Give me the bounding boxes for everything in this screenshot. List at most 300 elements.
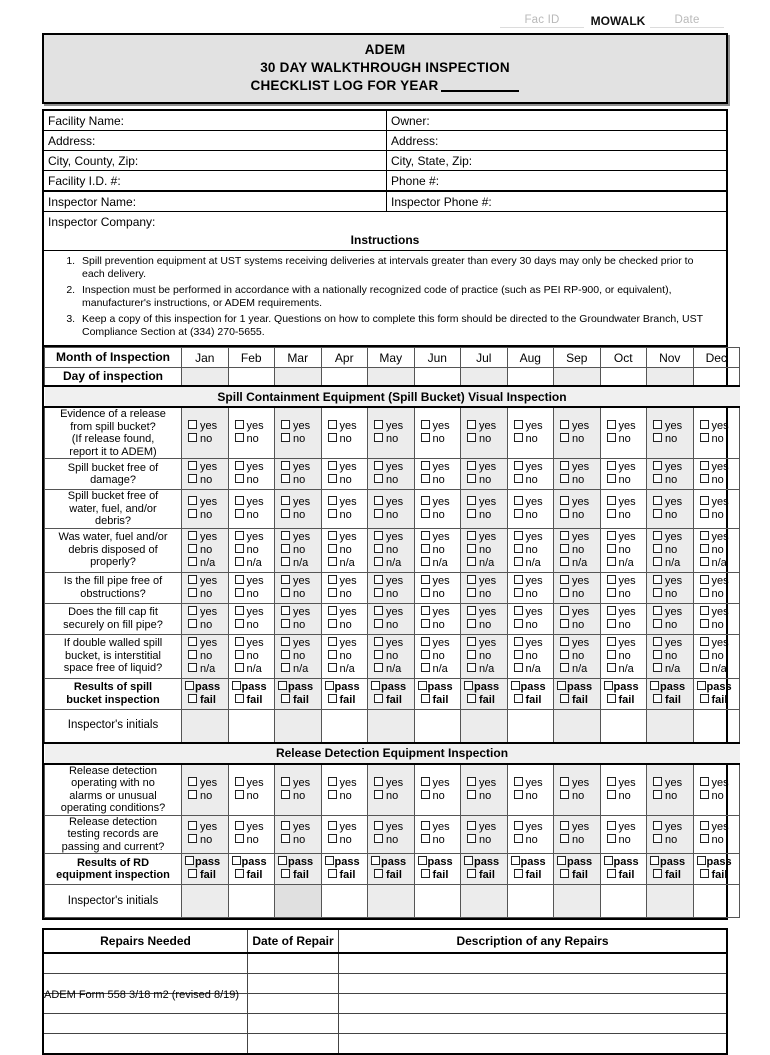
checkbox-option-fail[interactable]: fail xyxy=(694,869,740,882)
checkbox-option-yes[interactable]: yes xyxy=(322,461,368,474)
checkbox-option-no[interactable]: no xyxy=(182,619,228,632)
checkbox-icon[interactable] xyxy=(188,663,197,672)
checkbox-option-pass[interactable]: pass xyxy=(322,856,368,869)
checkbox-option-yes[interactable]: yes xyxy=(601,461,647,474)
checkbox-option-no[interactable]: no xyxy=(182,790,228,803)
answer-cell-apr[interactable] xyxy=(321,572,368,603)
checkbox-icon[interactable] xyxy=(235,461,244,470)
checkbox-icon[interactable] xyxy=(328,606,337,615)
checkbox-icon[interactable] xyxy=(514,420,523,429)
checkbox-option-yes[interactable]: yes xyxy=(461,777,507,790)
checkbox-icon[interactable] xyxy=(235,557,244,566)
answer-cell-mar[interactable] xyxy=(275,528,322,572)
checkbox-icon[interactable] xyxy=(607,461,616,470)
checkbox-icon[interactable] xyxy=(374,637,383,646)
checkbox-option-no[interactable]: no xyxy=(508,650,554,663)
checkbox-icon[interactable] xyxy=(560,619,569,628)
checkbox-icon[interactable] xyxy=(235,474,244,483)
checkbox-icon[interactable] xyxy=(421,663,430,672)
checkbox-option-no[interactable]: no xyxy=(647,834,693,847)
checkbox-option-no[interactable]: no xyxy=(554,474,600,487)
checkbox-icon[interactable] xyxy=(560,650,569,659)
answer-cell-jun[interactable] xyxy=(414,528,461,572)
checkbox-option-na[interactable]: n/a xyxy=(461,557,507,570)
checkbox-icon[interactable] xyxy=(281,834,290,843)
checkbox-option-pass[interactable]: pass xyxy=(182,856,228,869)
checkbox-icon[interactable] xyxy=(467,461,476,470)
checkbox-option-na[interactable]: n/a xyxy=(415,557,461,570)
checkbox-option-yes[interactable]: yes xyxy=(415,461,461,474)
checkbox-option-yes[interactable]: yes xyxy=(182,531,228,544)
checkbox-icon[interactable] xyxy=(281,531,290,540)
checkbox-option-na[interactable]: n/a xyxy=(182,663,228,676)
checkbox-icon[interactable] xyxy=(328,619,337,628)
answer-cell-feb[interactable] xyxy=(228,490,275,529)
checkbox-option-no[interactable]: no xyxy=(508,474,554,487)
checkbox-option-no[interactable]: no xyxy=(322,619,368,632)
checkbox-option-pass[interactable]: pass xyxy=(275,856,321,869)
checkbox-option-yes[interactable]: yes xyxy=(647,821,693,834)
checkbox-option-fail[interactable]: fail xyxy=(461,694,507,707)
inspector-company-field[interactable]: Inspector Company: xyxy=(44,212,726,232)
answer-cell-dec[interactable] xyxy=(693,634,740,678)
checkbox-icon[interactable] xyxy=(374,790,383,799)
answer-cell-oct[interactable] xyxy=(600,572,647,603)
answer-cell-feb[interactable] xyxy=(228,764,275,816)
answer-cell-mar[interactable] xyxy=(275,572,322,603)
checkbox-icon[interactable] xyxy=(700,650,709,659)
checkbox-icon[interactable] xyxy=(467,544,476,553)
checkbox-option-yes[interactable]: yes xyxy=(368,637,414,650)
day-input-sep[interactable] xyxy=(554,368,601,387)
checkbox-option-yes[interactable]: yes xyxy=(461,461,507,474)
answer-cell-mar[interactable] xyxy=(275,678,322,709)
checkbox-icon[interactable] xyxy=(511,856,520,865)
checkbox-icon[interactable] xyxy=(514,637,523,646)
answer-cell-jul[interactable] xyxy=(461,764,508,816)
checkbox-option-no[interactable]: no xyxy=(601,619,647,632)
checkbox-icon[interactable] xyxy=(700,606,709,615)
initials-input-jun[interactable] xyxy=(414,709,461,743)
initials-input-jul[interactable] xyxy=(461,885,508,918)
checkbox-icon[interactable] xyxy=(514,557,523,566)
checkbox-option-fail[interactable]: fail xyxy=(508,694,554,707)
checkbox-icon[interactable] xyxy=(328,509,337,518)
answer-cell-jun[interactable] xyxy=(414,490,461,529)
checkbox-icon[interactable] xyxy=(188,694,197,703)
checkbox-icon[interactable] xyxy=(560,606,569,615)
initials-input-apr[interactable] xyxy=(321,709,368,743)
checkbox-option-yes[interactable]: yes xyxy=(554,777,600,790)
checkbox-icon[interactable] xyxy=(560,557,569,566)
facility-field-right[interactable]: City, State, Zip: xyxy=(387,151,727,171)
answer-cell-jun[interactable] xyxy=(414,603,461,634)
checkbox-option-no[interactable]: no xyxy=(415,790,461,803)
day-input-apr[interactable] xyxy=(321,368,368,387)
repairs-entry-cell[interactable] xyxy=(44,953,248,974)
checkbox-option-no[interactable]: no xyxy=(368,544,414,557)
checkbox-icon[interactable] xyxy=(421,588,430,597)
answer-cell-aug[interactable] xyxy=(507,407,554,459)
answer-cell-sep[interactable] xyxy=(554,459,601,490)
checkbox-icon[interactable] xyxy=(467,509,476,518)
checkbox-icon[interactable] xyxy=(467,663,476,672)
checkbox-icon[interactable] xyxy=(560,694,569,703)
answer-cell-aug[interactable] xyxy=(507,572,554,603)
checkbox-option-yes[interactable]: yes xyxy=(601,575,647,588)
checkbox-option-no[interactable]: no xyxy=(322,509,368,522)
checkbox-icon[interactable] xyxy=(281,869,290,878)
checkbox-option-na[interactable]: n/a xyxy=(461,663,507,676)
checkbox-icon[interactable] xyxy=(235,544,244,553)
checkbox-icon[interactable] xyxy=(278,681,287,690)
checkbox-option-no[interactable]: no xyxy=(554,544,600,557)
checkbox-icon[interactable] xyxy=(604,856,613,865)
checkbox-option-no[interactable]: no xyxy=(368,474,414,487)
checkbox-icon[interactable] xyxy=(328,663,337,672)
checkbox-icon[interactable] xyxy=(328,777,337,786)
checkbox-option-na[interactable]: n/a xyxy=(322,557,368,570)
checkbox-icon[interactable] xyxy=(188,474,197,483)
checkbox-icon[interactable] xyxy=(514,509,523,518)
checkbox-icon[interactable] xyxy=(467,433,476,442)
checkbox-option-no[interactable]: no xyxy=(229,650,275,663)
checkbox-option-yes[interactable]: yes xyxy=(647,531,693,544)
checkbox-icon[interactable] xyxy=(653,433,662,442)
answer-cell-jun[interactable] xyxy=(414,815,461,854)
checkbox-icon[interactable] xyxy=(421,834,430,843)
checkbox-icon[interactable] xyxy=(607,650,616,659)
checkbox-icon[interactable] xyxy=(653,663,662,672)
checkbox-option-yes[interactable]: yes xyxy=(322,575,368,588)
checkbox-option-yes[interactable]: yes xyxy=(229,531,275,544)
checkbox-option-no[interactable]: no xyxy=(182,650,228,663)
checkbox-option-no[interactable]: no xyxy=(415,544,461,557)
checkbox-option-no[interactable]: no xyxy=(415,509,461,522)
checkbox-option-yes[interactable]: yes xyxy=(647,606,693,619)
facility-field-right[interactable]: Inspector Phone #: xyxy=(387,191,727,212)
checkbox-option-yes[interactable]: yes xyxy=(461,637,507,650)
checkbox-icon[interactable] xyxy=(371,681,380,690)
checkbox-icon[interactable] xyxy=(235,575,244,584)
checkbox-icon[interactable] xyxy=(188,575,197,584)
initials-input-oct[interactable] xyxy=(600,709,647,743)
checkbox-icon[interactable] xyxy=(281,557,290,566)
answer-cell-sep[interactable] xyxy=(554,407,601,459)
initials-input-aug[interactable] xyxy=(507,709,554,743)
checkbox-icon[interactable] xyxy=(374,531,383,540)
checkbox-icon[interactable] xyxy=(188,509,197,518)
checkbox-icon[interactable] xyxy=(188,821,197,830)
answer-cell-aug[interactable] xyxy=(507,459,554,490)
checkbox-icon[interactable] xyxy=(700,777,709,786)
checkbox-icon[interactable] xyxy=(514,821,523,830)
checkbox-option-yes[interactable]: yes xyxy=(694,606,740,619)
checkbox-option-no[interactable]: no xyxy=(322,790,368,803)
checkbox-icon[interactable] xyxy=(232,856,241,865)
checkbox-option-no[interactable]: no xyxy=(601,509,647,522)
checkbox-icon[interactable] xyxy=(467,606,476,615)
checkbox-icon[interactable] xyxy=(328,420,337,429)
checkbox-icon[interactable] xyxy=(697,856,706,865)
answer-cell-jan[interactable] xyxy=(182,764,229,816)
facility-field-left[interactable]: Facility I.D. #: xyxy=(44,171,387,192)
checkbox-icon[interactable] xyxy=(235,606,244,615)
checkbox-option-fail[interactable]: fail xyxy=(601,869,647,882)
checkbox-icon[interactable] xyxy=(374,544,383,553)
checkbox-option-yes[interactable]: yes xyxy=(229,606,275,619)
checkbox-option-yes[interactable]: yes xyxy=(554,531,600,544)
checkbox-option-yes[interactable]: yes xyxy=(182,496,228,509)
checkbox-option-no[interactable]: no xyxy=(368,834,414,847)
initials-input-jul[interactable] xyxy=(461,709,508,743)
initials-input-jan[interactable] xyxy=(182,709,229,743)
checkbox-icon[interactable] xyxy=(467,557,476,566)
initials-input-sep[interactable] xyxy=(554,709,601,743)
checkbox-option-no[interactable]: no xyxy=(415,588,461,601)
checkbox-icon[interactable] xyxy=(560,420,569,429)
checkbox-icon[interactable] xyxy=(421,650,430,659)
checkbox-icon[interactable] xyxy=(607,869,616,878)
checkbox-option-no[interactable]: no xyxy=(368,619,414,632)
checkbox-option-no[interactable]: no xyxy=(322,433,368,446)
checkbox-icon[interactable] xyxy=(653,557,662,566)
checkbox-option-no[interactable]: no xyxy=(601,650,647,663)
checkbox-option-fail[interactable]: fail xyxy=(322,694,368,707)
checkbox-option-yes[interactable]: yes xyxy=(182,420,228,433)
checkbox-icon[interactable] xyxy=(374,619,383,628)
checkbox-option-no[interactable]: no xyxy=(461,433,507,446)
checkbox-icon[interactable] xyxy=(374,663,383,672)
checkbox-icon[interactable] xyxy=(560,821,569,830)
answer-cell-mar[interactable] xyxy=(275,490,322,529)
answer-cell-jan[interactable] xyxy=(182,490,229,529)
answer-cell-aug[interactable] xyxy=(507,854,554,885)
checkbox-option-no[interactable]: no xyxy=(601,474,647,487)
checkbox-option-na[interactable]: n/a xyxy=(275,663,321,676)
answer-cell-aug[interactable] xyxy=(507,490,554,529)
checkbox-option-no[interactable]: no xyxy=(554,588,600,601)
checkbox-option-no[interactable]: no xyxy=(508,588,554,601)
checkbox-icon[interactable] xyxy=(421,531,430,540)
initials-input-nov[interactable] xyxy=(647,885,694,918)
checkbox-icon[interactable] xyxy=(653,544,662,553)
checkbox-icon[interactable] xyxy=(653,531,662,540)
checkbox-icon[interactable] xyxy=(188,606,197,615)
answer-cell-nov[interactable] xyxy=(647,459,694,490)
checkbox-icon[interactable] xyxy=(418,681,427,690)
initials-input-feb[interactable] xyxy=(228,885,275,918)
checkbox-icon[interactable] xyxy=(421,869,430,878)
checkbox-icon[interactable] xyxy=(700,619,709,628)
checkbox-option-yes[interactable]: yes xyxy=(694,777,740,790)
answer-cell-may[interactable] xyxy=(368,459,415,490)
answer-cell-apr[interactable] xyxy=(321,815,368,854)
checkbox-option-yes[interactable]: yes xyxy=(322,821,368,834)
answer-cell-nov[interactable] xyxy=(647,603,694,634)
answer-cell-jul[interactable] xyxy=(461,854,508,885)
checkbox-icon[interactable] xyxy=(328,531,337,540)
checkbox-icon[interactable] xyxy=(281,509,290,518)
checkbox-option-yes[interactable]: yes xyxy=(182,575,228,588)
answer-cell-jan[interactable] xyxy=(182,459,229,490)
checkbox-option-no[interactable]: no xyxy=(229,619,275,632)
answer-cell-oct[interactable] xyxy=(600,490,647,529)
checkbox-icon[interactable] xyxy=(281,619,290,628)
checkbox-option-yes[interactable]: yes xyxy=(508,575,554,588)
answer-cell-may[interactable] xyxy=(368,854,415,885)
checkbox-option-pass[interactable]: pass xyxy=(601,681,647,694)
checkbox-icon[interactable] xyxy=(188,834,197,843)
checkbox-option-no[interactable]: no xyxy=(647,650,693,663)
checkbox-option-fail[interactable]: fail xyxy=(508,869,554,882)
answer-cell-may[interactable] xyxy=(368,603,415,634)
checkbox-option-yes[interactable]: yes xyxy=(694,531,740,544)
checkbox-option-yes[interactable]: yes xyxy=(647,575,693,588)
checkbox-icon[interactable] xyxy=(653,834,662,843)
checkbox-icon[interactable] xyxy=(607,474,616,483)
checkbox-icon[interactable] xyxy=(557,856,566,865)
checkbox-icon[interactable] xyxy=(235,588,244,597)
checkbox-option-yes[interactable]: yes xyxy=(322,637,368,650)
answer-cell-jul[interactable] xyxy=(461,815,508,854)
checkbox-icon[interactable] xyxy=(607,790,616,799)
checkbox-icon[interactable] xyxy=(418,856,427,865)
checkbox-icon[interactable] xyxy=(467,619,476,628)
checkbox-option-no[interactable]: no xyxy=(461,834,507,847)
checkbox-option-no[interactable]: no xyxy=(229,790,275,803)
checkbox-option-no[interactable]: no xyxy=(508,834,554,847)
checkbox-icon[interactable] xyxy=(188,544,197,553)
checkbox-icon[interactable] xyxy=(514,834,523,843)
checkbox-icon[interactable] xyxy=(653,650,662,659)
checkbox-option-yes[interactable]: yes xyxy=(508,606,554,619)
facility-field-left[interactable]: Address: xyxy=(44,131,387,151)
checkbox-option-no[interactable]: no xyxy=(647,474,693,487)
checkbox-option-no[interactable]: no xyxy=(182,588,228,601)
checkbox-option-no[interactable]: no xyxy=(554,650,600,663)
answer-cell-may[interactable] xyxy=(368,815,415,854)
day-input-jun[interactable] xyxy=(414,368,461,387)
facility-field-right[interactable]: Phone #: xyxy=(387,171,727,192)
checkbox-option-no[interactable]: no xyxy=(694,834,740,847)
checkbox-icon[interactable] xyxy=(235,777,244,786)
answer-cell-feb[interactable] xyxy=(228,407,275,459)
checkbox-icon[interactable] xyxy=(607,496,616,505)
checkbox-icon[interactable] xyxy=(374,694,383,703)
checkbox-icon[interactable] xyxy=(607,777,616,786)
checkbox-option-yes[interactable]: yes xyxy=(601,496,647,509)
answer-cell-oct[interactable] xyxy=(600,603,647,634)
checkbox-icon[interactable] xyxy=(560,663,569,672)
checkbox-icon[interactable] xyxy=(281,575,290,584)
checkbox-option-no[interactable]: no xyxy=(461,588,507,601)
checkbox-icon[interactable] xyxy=(421,557,430,566)
checkbox-icon[interactable] xyxy=(421,461,430,470)
checkbox-icon[interactable] xyxy=(467,650,476,659)
checkbox-option-yes[interactable]: yes xyxy=(368,531,414,544)
checkbox-option-yes[interactable]: yes xyxy=(647,777,693,790)
repairs-entry-cell[interactable] xyxy=(339,953,727,974)
checkbox-option-no[interactable]: no xyxy=(182,433,228,446)
checkbox-icon[interactable] xyxy=(185,856,194,865)
checkbox-option-na[interactable]: n/a xyxy=(601,663,647,676)
checkbox-option-yes[interactable]: yes xyxy=(368,420,414,433)
checkbox-icon[interactable] xyxy=(328,474,337,483)
checkbox-option-no[interactable]: no xyxy=(275,650,321,663)
checkbox-option-pass[interactable]: pass xyxy=(694,856,740,869)
initials-input-mar[interactable] xyxy=(275,885,322,918)
checkbox-option-yes[interactable]: yes xyxy=(322,420,368,433)
checkbox-icon[interactable] xyxy=(650,856,659,865)
checkbox-icon[interactable] xyxy=(653,606,662,615)
checkbox-icon[interactable] xyxy=(560,496,569,505)
checkbox-option-fail[interactable]: fail xyxy=(182,869,228,882)
checkbox-icon[interactable] xyxy=(700,637,709,646)
checkbox-icon[interactable] xyxy=(328,588,337,597)
checkbox-icon[interactable] xyxy=(700,544,709,553)
checkbox-icon[interactable] xyxy=(653,496,662,505)
answer-cell-sep[interactable] xyxy=(554,572,601,603)
answer-cell-dec[interactable] xyxy=(693,572,740,603)
checkbox-icon[interactable] xyxy=(328,637,337,646)
initials-input-jan[interactable] xyxy=(182,885,229,918)
checkbox-icon[interactable] xyxy=(185,681,194,690)
checkbox-option-no[interactable]: no xyxy=(275,588,321,601)
checkbox-option-yes[interactable]: yes xyxy=(275,606,321,619)
day-input-feb[interactable] xyxy=(228,368,275,387)
facility-field-right[interactable]: Owner: xyxy=(387,111,727,131)
answer-cell-sep[interactable] xyxy=(554,764,601,816)
checkbox-option-pass[interactable]: pass xyxy=(368,856,414,869)
answer-cell-nov[interactable] xyxy=(647,854,694,885)
repairs-entry-cell[interactable] xyxy=(248,1034,339,1054)
checkbox-icon[interactable] xyxy=(235,509,244,518)
checkbox-icon[interactable] xyxy=(281,790,290,799)
checkbox-icon[interactable] xyxy=(700,509,709,518)
checkbox-icon[interactable] xyxy=(281,650,290,659)
checkbox-option-na[interactable]: n/a xyxy=(322,663,368,676)
checkbox-icon[interactable] xyxy=(281,637,290,646)
checkbox-option-yes[interactable]: yes xyxy=(275,821,321,834)
checkbox-icon[interactable] xyxy=(700,557,709,566)
answer-cell-apr[interactable] xyxy=(321,678,368,709)
checkbox-icon[interactable] xyxy=(281,606,290,615)
initials-input-sep[interactable] xyxy=(554,885,601,918)
checkbox-option-yes[interactable]: yes xyxy=(368,606,414,619)
answer-cell-apr[interactable] xyxy=(321,459,368,490)
checkbox-option-yes[interactable]: yes xyxy=(229,637,275,650)
checkbox-option-no[interactable]: no xyxy=(647,619,693,632)
initials-input-may[interactable] xyxy=(368,709,415,743)
checkbox-option-no[interactable]: no xyxy=(554,433,600,446)
checkbox-icon[interactable] xyxy=(653,637,662,646)
checkbox-option-na[interactable]: n/a xyxy=(647,663,693,676)
checkbox-icon[interactable] xyxy=(560,834,569,843)
answer-cell-oct[interactable] xyxy=(600,815,647,854)
checkbox-icon[interactable] xyxy=(328,544,337,553)
checkbox-option-pass[interactable]: pass xyxy=(508,856,554,869)
checkbox-option-na[interactable]: n/a xyxy=(368,663,414,676)
checkbox-option-yes[interactable]: yes xyxy=(415,637,461,650)
answer-cell-feb[interactable] xyxy=(228,678,275,709)
checkbox-option-yes[interactable]: yes xyxy=(368,575,414,588)
checkbox-option-fail[interactable]: fail xyxy=(229,869,275,882)
checkbox-icon[interactable] xyxy=(607,821,616,830)
checkbox-option-pass[interactable]: pass xyxy=(229,681,275,694)
checkbox-icon[interactable] xyxy=(653,694,662,703)
checkbox-option-pass[interactable]: pass xyxy=(275,681,321,694)
